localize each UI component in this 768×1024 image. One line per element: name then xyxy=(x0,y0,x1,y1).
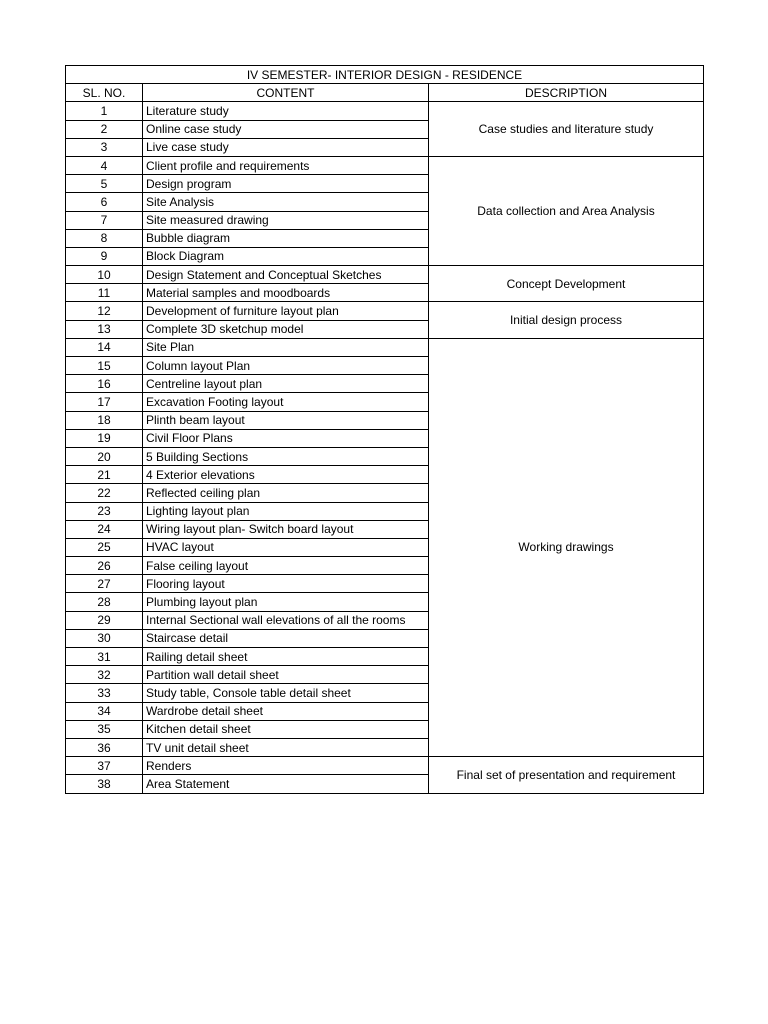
sl-no-cell: 16 xyxy=(66,375,143,393)
sl-no-cell: 17 xyxy=(66,393,143,411)
content-cell: Centreline layout plan xyxy=(143,375,429,393)
sl-no-cell: 2 xyxy=(66,120,143,138)
sl-no-cell: 19 xyxy=(66,429,143,447)
content-cell: Study table, Console table detail sheet xyxy=(143,684,429,702)
content-cell: TV unit detail sheet xyxy=(143,738,429,756)
sl-no-cell: 6 xyxy=(66,193,143,211)
content-cell: Civil Floor Plans xyxy=(143,429,429,447)
sl-no-header: SL. NO. xyxy=(66,84,143,102)
sl-no-cell: 26 xyxy=(66,557,143,575)
content-cell: Reflected ceiling plan xyxy=(143,484,429,502)
sl-no-cell: 23 xyxy=(66,502,143,520)
sl-no-cell: 33 xyxy=(66,684,143,702)
content-cell: Client profile and requirements xyxy=(143,156,429,174)
title-row xyxy=(66,66,704,84)
sl-no-cell: 36 xyxy=(66,738,143,756)
content-header: CONTENT xyxy=(143,84,429,102)
table-row xyxy=(66,102,704,120)
content-cell: Flooring layout xyxy=(143,575,429,593)
table-row xyxy=(66,757,704,775)
table-row xyxy=(66,338,704,356)
content-cell: Kitchen detail sheet xyxy=(143,720,429,738)
sl-no-cell: 10 xyxy=(66,266,143,284)
content-cell: Complete 3D sketchup model xyxy=(143,320,429,338)
content-cell: Site Plan xyxy=(143,338,429,356)
content-cell: Literature study xyxy=(143,102,429,120)
content-cell: Block Diagram xyxy=(143,247,429,265)
content-cell: HVAC layout xyxy=(143,538,429,556)
sl-no-cell: 15 xyxy=(66,357,143,375)
sl-no-cell: 31 xyxy=(66,648,143,666)
content-cell: Internal Sectional wall elevations of all the rooms xyxy=(143,611,429,629)
table-row xyxy=(66,266,704,284)
sl-no-cell: 1 xyxy=(66,102,143,120)
content-cell: Renders xyxy=(143,757,429,775)
sl-no-cell: 4 xyxy=(66,156,143,174)
sl-no-cell: 14 xyxy=(66,338,143,356)
description-cell: Concept Development xyxy=(429,266,704,302)
sl-no-cell: 29 xyxy=(66,611,143,629)
sl-no-cell: 3 xyxy=(66,138,143,156)
content-cell: Bubble diagram xyxy=(143,229,429,247)
content-cell: Design program xyxy=(143,175,429,193)
sl-no-cell: 18 xyxy=(66,411,143,429)
description-cell: Initial design process xyxy=(429,302,704,338)
sl-no-cell: 30 xyxy=(66,629,143,647)
content-cell: Staircase detail xyxy=(143,629,429,647)
sl-no-cell: 9 xyxy=(66,247,143,265)
content-cell: 4 Exterior elevations xyxy=(143,466,429,484)
sl-no-cell: 25 xyxy=(66,538,143,556)
content-cell: Design Statement and Conceptual Sketches xyxy=(143,266,429,284)
sl-no-cell: 12 xyxy=(66,302,143,320)
content-cell: Lighting layout plan xyxy=(143,502,429,520)
sl-no-cell: 32 xyxy=(66,666,143,684)
description-cell: Case studies and literature study xyxy=(429,102,704,157)
content-cell: Column layout Plan xyxy=(143,357,429,375)
content-cell: Partition wall detail sheet xyxy=(143,666,429,684)
table-body xyxy=(66,102,704,793)
sl-no-cell: 38 xyxy=(66,775,143,793)
sl-no-cell: 24 xyxy=(66,520,143,538)
sl-no-cell: 8 xyxy=(66,229,143,247)
content-cell: Online case study xyxy=(143,120,429,138)
sl-no-cell: 21 xyxy=(66,466,143,484)
syllabus-table xyxy=(65,65,704,794)
sl-no-cell: 22 xyxy=(66,484,143,502)
sl-no-cell: 28 xyxy=(66,593,143,611)
content-cell: Plinth beam layout xyxy=(143,411,429,429)
content-cell: Wiring layout plan- Switch board layout xyxy=(143,520,429,538)
content-cell: Excavation Footing layout xyxy=(143,393,429,411)
description-cell: Data collection and Area Analysis xyxy=(429,156,704,265)
content-cell: Live case study xyxy=(143,138,429,156)
content-cell: False ceiling layout xyxy=(143,557,429,575)
content-cell: 5 Building Sections xyxy=(143,447,429,465)
header-row xyxy=(66,84,704,102)
sl-no-cell: 37 xyxy=(66,757,143,775)
description-cell: Working drawings xyxy=(429,338,704,756)
description-header: DESCRIPTION xyxy=(429,84,704,102)
content-cell: Wardrobe detail sheet xyxy=(143,702,429,720)
sl-no-cell: 11 xyxy=(66,284,143,302)
content-cell: Material samples and moodboards xyxy=(143,284,429,302)
sl-no-cell: 13 xyxy=(66,320,143,338)
sl-no-cell: 34 xyxy=(66,702,143,720)
content-cell: Railing detail sheet xyxy=(143,648,429,666)
content-cell: Development of furniture layout plan xyxy=(143,302,429,320)
table-title: IV SEMESTER- INTERIOR DESIGN - RESIDENCE xyxy=(66,66,704,84)
sl-no-cell: 5 xyxy=(66,175,143,193)
sl-no-cell: 7 xyxy=(66,211,143,229)
sl-no-cell: 20 xyxy=(66,447,143,465)
sl-no-cell: 35 xyxy=(66,720,143,738)
content-cell: Site Analysis xyxy=(143,193,429,211)
table-row xyxy=(66,302,704,320)
content-cell: Area Statement xyxy=(143,775,429,793)
description-cell: Final set of presentation and requirement xyxy=(429,757,704,793)
content-cell: Plumbing layout plan xyxy=(143,593,429,611)
sl-no-cell: 27 xyxy=(66,575,143,593)
table-row xyxy=(66,156,704,174)
content-cell: Site measured drawing xyxy=(143,211,429,229)
